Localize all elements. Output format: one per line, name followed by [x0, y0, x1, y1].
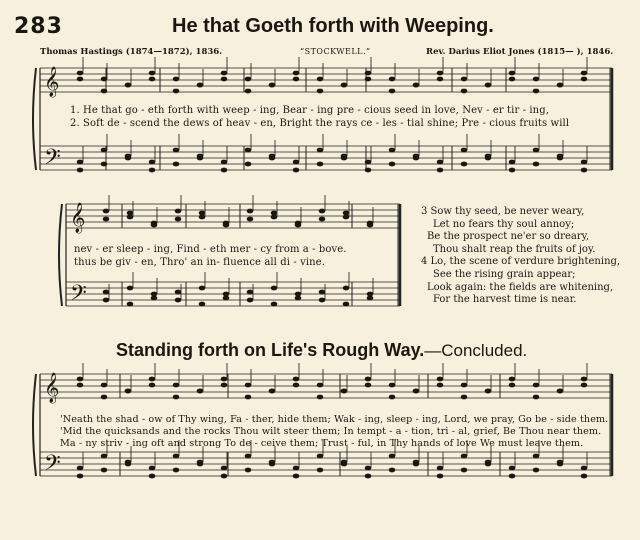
- side-verse-line: Be the prospect ne'er so dreary,: [427, 231, 590, 243]
- side-verse-line: See the rising grain appear;: [433, 268, 576, 280]
- side-verse-line: 4 Lo, the scene of verdure brightening,: [421, 256, 621, 268]
- svg-text:𝄢: 𝄢: [70, 281, 87, 311]
- svg-text:𝄞: 𝄞: [44, 373, 60, 403]
- side-verse-line: 3 Sow thy seed, be never weary,: [421, 206, 585, 217]
- section-title-sub: —Concluded.: [424, 341, 528, 360]
- system1-verse2: 2. Soft de - scend the dews of heav - en, Bright the rays ce - les - tial shine; Pre - cious fruits will: [70, 118, 570, 129]
- side-verse-line: For the harvest time is near.: [433, 294, 577, 306]
- section-title: [116, 340, 527, 361]
- side-verse-line: Let no fears thy soul annoy;: [433, 218, 575, 230]
- composer-credit: Thomas Hastings (1874—1872), 1836.: [40, 47, 223, 57]
- section-title-main: Standing forth on Life's Rough Way.: [116, 340, 425, 360]
- svg-text:𝄞: 𝄞: [44, 67, 60, 97]
- hymn-number: 283: [14, 14, 63, 39]
- side-verse-line: Look again: the fields are whitening,: [427, 281, 614, 293]
- svg-text:𝄞: 𝄞: [70, 203, 86, 233]
- system3-line2: 'Mid the quicksands and the rocks Thou wilt steer them; In tempt - a - tion, tri - al, grief, Be Thou near them.: [60, 426, 602, 437]
- tune-name: “STOCKWELL.”: [300, 47, 371, 56]
- hymn-title: He that Goeth forth with Weeping.: [172, 15, 494, 37]
- system3-line1: 'Neath the shad - ow of Thy wing, Fa - ther, hide them; Wak - ing, sleep - ing, Lord, we pray, Go be - side them.: [60, 414, 609, 425]
- system2-verse1: nev - er sleep - ing, Find - eth mer - cy from a - bove.: [74, 244, 347, 255]
- svg-text:𝄢: 𝄢: [44, 145, 61, 175]
- svg-text:𝄢: 𝄢: [44, 451, 61, 481]
- system2-verse2: thus be giv - en, Thro' an in- fluence all di - vine.: [74, 257, 325, 268]
- author-credit: Rev. Darius Eliot Jones (1815— ), 1846.: [426, 47, 614, 57]
- side-verse-line: Thou shalt reap the fruits of joy.: [433, 243, 596, 255]
- system3-line3: Ma - ny striv - ing oft and strong To de - ceive them; Trust - ful, in Thy hands of love We must leave them.: [60, 438, 584, 449]
- system1-verse1: 1. He that go - eth forth with weep - ing, Bear - ing pre - cious seed in love, Nev - er tir - ing,: [70, 105, 549, 116]
- side-verses: [421, 206, 626, 307]
